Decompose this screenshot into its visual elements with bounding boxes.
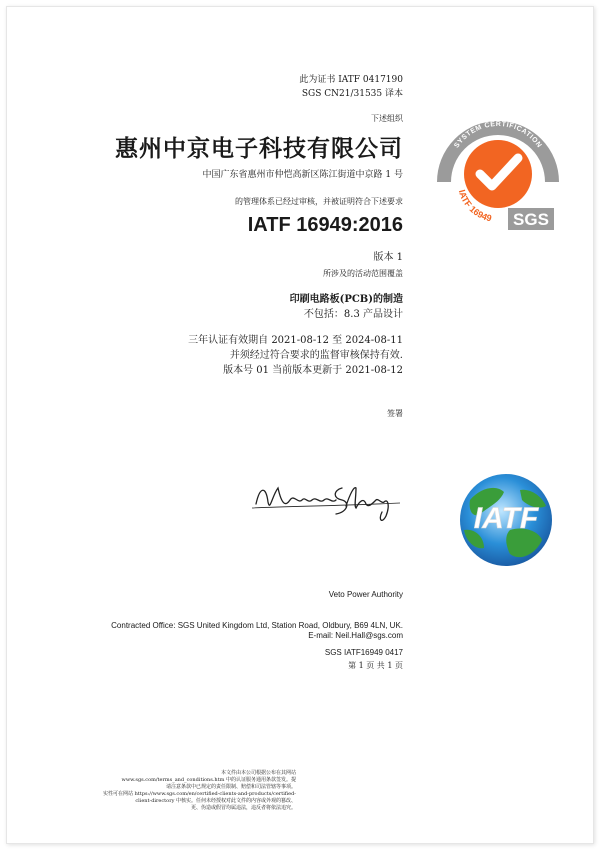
organization-label: 下述组织 [371,114,403,123]
standard-title: IATF 16949:2016 [247,214,403,236]
sgs-wordmark: SGS [513,210,549,229]
seal-arc-text: IATF 16949 [456,188,493,224]
contact-email: E-mail: Neil.Hall@sgs.com [308,631,403,640]
legal-fine-print [103,770,296,812]
scope-activity: 印刷电路板(PCB)的制造 [289,294,403,305]
signature-image [250,476,410,528]
fine-print-line: 实性可在网站 https://www.sgs.com/en/certified-clients-and-products/certified- [102,791,296,797]
signature-label: 签署 [387,409,403,418]
authority-title: Veto Power Authority [328,590,403,599]
iatf-wordmark: IATF [473,502,539,535]
fine-print-line: client-directory 中核实。任何未经授权对此文件的内容或外观的篡改、 [135,798,296,804]
version-update: 版本号 01 当前版本更新于 2021-08-12 [223,365,403,376]
page-number: 第 1 页 共 1 页 [348,661,403,670]
seal-ring-text: SYSTEM CERTIFICATION [453,120,543,150]
document-reference: SGS IATF16949 0417 [324,648,403,657]
fine-print-line: 更、伪造或假冒均属违法，违反者将依法追究。 [190,805,296,811]
audit-statement: 的管理体系已经过审核，并被证明符合下述要求 [235,197,403,206]
scope-exclusion: 不包括：8.3 产品设计 [303,309,403,320]
company-name: 惠州中京电子科技有限公司 [115,135,403,162]
translation-reference: SGS CN21/31535 译本 [301,89,403,99]
standard-version: 版本 1 [373,252,403,263]
validity-period: 三年认证有效期自 2021-08-12 至 2024-08-11 [188,335,403,346]
certificate-number: 此为证书 IATF 0417190 [299,75,403,85]
sgs-certification-seal [428,104,568,244]
fine-print-line: 请注意条款中已规定的责任限制、赔偿和司法管辖等事项。 [165,784,296,790]
fine-print-line: 本文件由本公司根据公布在其网站 [220,770,296,776]
validity-condition: 并须经过符合要求的监督审核保持有效. [229,350,403,361]
contracted-office: Contracted Office: SGS United Kingdom Ltd, Station Road, Oldbury, B69 4LN, UK. [111,621,403,630]
company-address: 中国广东省惠州市仲恺高新区陈江街道中京路 1 号 [202,170,403,180]
scope-label: 所涉及的活动范围覆盖 [323,269,403,278]
iatf-globe-logo [450,470,562,570]
fine-print-line: www.sgs.com/terms_and_conditions.htm 中的认证服务通用条款签发。提 [121,777,296,783]
